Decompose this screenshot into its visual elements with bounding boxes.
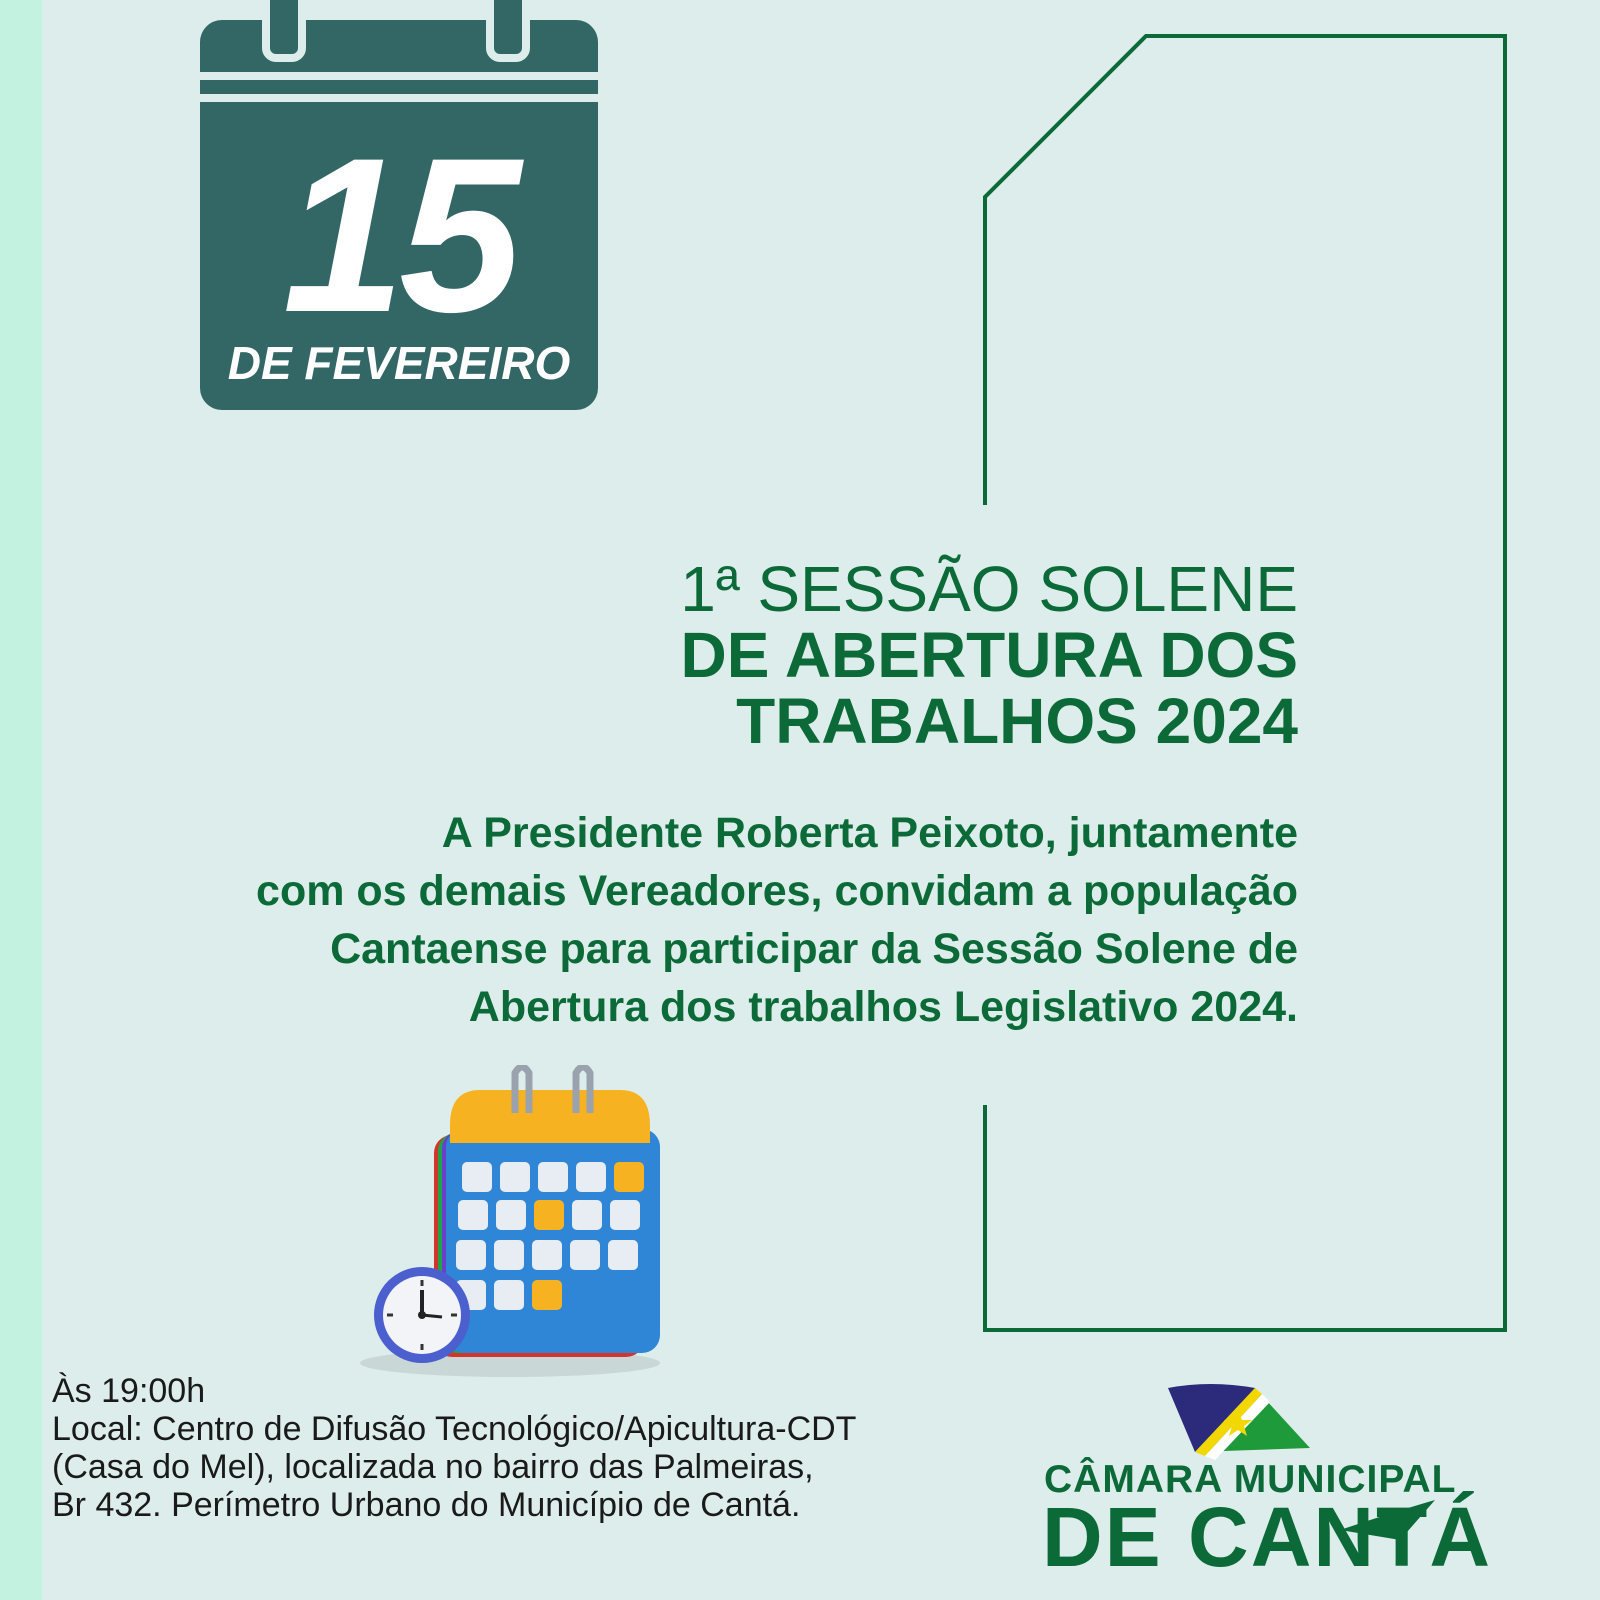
event-description bbox=[256, 804, 1298, 1036]
clock-icon bbox=[374, 1267, 470, 1363]
title-line-3: TRABALHOS 2024 bbox=[736, 685, 1298, 757]
logo-line-1: CÂMARA MUNICIPAL bbox=[1044, 1458, 1457, 1501]
description-line: A Presidente Roberta Peixoto, juntamente bbox=[441, 809, 1298, 857]
event-location-line: (Casa do Mel), localizada no bairro das Palmeiras, bbox=[52, 1448, 814, 1486]
description-line: Cantaense para participar da Sessão Solene de bbox=[330, 925, 1298, 973]
description-line: Abertura dos trabalhos Legislativo 2024. bbox=[468, 983, 1298, 1031]
event-info bbox=[52, 1372, 856, 1524]
camara-logo bbox=[1040, 1380, 1492, 1584]
calendar-ring-left bbox=[262, 0, 306, 62]
logo-line-2: DE CANTÁ bbox=[1042, 1490, 1492, 1584]
date-day: 15 bbox=[282, 112, 516, 358]
event-location-line: Br 432. Perímetro Urbano do Município de Cantá. bbox=[52, 1486, 801, 1524]
title-line-2: DE ABERTURA DOS bbox=[680, 619, 1298, 691]
event-time: Às 19:00h bbox=[52, 1372, 206, 1410]
description-line: com os demais Vereadores, convidam a população bbox=[256, 867, 1298, 915]
event-title bbox=[680, 553, 1298, 757]
title-line-1: 1ª SESSÃO SOLENE bbox=[680, 553, 1298, 625]
calendar-illustration-icon bbox=[350, 1065, 670, 1395]
date-month: DE FEVEREIRO bbox=[227, 337, 571, 389]
calendar-ring-right bbox=[486, 0, 530, 62]
event-location-line: Local: Centro de Difusão Tecnológico/Apicultura-CDT bbox=[52, 1410, 857, 1448]
date-calendar bbox=[200, 20, 598, 410]
